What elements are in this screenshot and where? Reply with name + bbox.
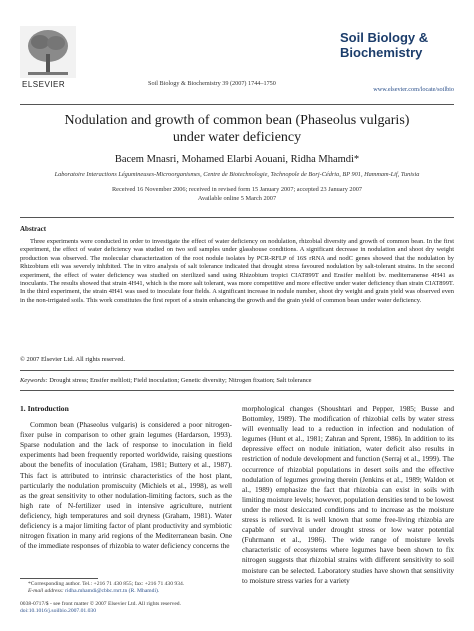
doi-link[interactable]: doi:10.1016/j.soilbio.2007.01.030	[20, 608, 96, 614]
online-date: Available online 5 March 2007	[197, 195, 277, 202]
section-heading-introduction: 1. Introduction	[20, 404, 69, 413]
journal-brand	[340, 30, 454, 60]
keywords-label: Keywords:	[20, 377, 48, 384]
intro-paragraph-right: morphological changes (Shoushtari and Pepper, 1985; Busse and Bottomley, 1989). The modification of rhizobial cells by water stress will eventually lead to a reduction in infection and nodulation of legumes (Hunt et al., 1981; Zahran and Sprent, 1986). In addition to its depressive effect on nodule initiation, water deficit also results in restriction of nodule development and function (Serraj et al., 1999). The occurrence of rhizobial populations in desert soils and the effective nodulation of legumes growing therein (Jenkins et al., 1989; Waldon et al., 1989) emphasize the fact that rhizobia can exist in soils with limiting moisture levels; however, population densities tend to be lowest under the most desiccated conditions and to increase as the moisture stress is relieved. It is well known that some free-living rhizobia are capable of survival under drought stress or low water potential (Fuhrmann et al., 1986). The wide range of moisture levels characteristic of ecosystems where legumes have been shown to fix nitrogen suggests that rhizobial strains with different sensitivity to soil moisture can be selected. Laboratory studies have shown that sensitivity to moisture stress varies for a variety	[242, 404, 454, 585]
footnote	[20, 581, 232, 595]
publisher-name: ELSEVIER	[22, 80, 66, 89]
journal-citation: Soil Biology & Biochemistry 39 (2007) 1744–1750	[148, 80, 276, 87]
abstract-copyright: © 2007 Elsevier Ltd. All rights reserved.	[20, 356, 126, 363]
abstract-top-divider	[20, 217, 454, 218]
abstract-text: Three experiments were conducted in order to investigate the effect of water deficiency on nodulation, rhizobial diversity and growth of common bean. In the first experiment, the effect of water deficiency was studied on two soil samples under glasshouse conditions. A significant decrease in nodulation and shoot dry weight production was observed. The molecular characterization of the root nodule isolates by PCR-RFLP of 16S rRNA and nodC genes showed that the nodulation by Rhizobium etli was severely inhibited. The in vitro analysis of salt tolerance indicated that drought stress favoured nodulation by salt-tolerant strains. In the second experiment, the effect of water deficiency was studied on sterilized sand using Rhizobium tropici CIAT899T and Ensifer meliloti bv. mediterranense 4H41 as inoculants. The results showed that strain 4H41, which is the more salt tolerant, was more competitive and more effective under water deficiency than strain CIAT899T. In the third experiment, the strain 4H41 was used to inoculate four fields. A significant increase in nodule number, shoot dry weight and grain yield was observed even in the non-irrigated soils. This work constitutes the first report of a strain enhancing the growth and the grain yield of common bean under water deficiency.	[20, 238, 454, 304]
issn-line: 0038-0717/$ - see front matter © 2007 Elsevier Ltd. All rights reserved.	[20, 601, 181, 607]
author-list: Bacem Mnasri, Mohamed Elarbi Aouani, Ridha Mhamdi*	[114, 154, 360, 165]
article-dates	[20, 185, 454, 203]
left-column	[20, 404, 232, 551]
email-line	[20, 588, 232, 595]
article-title	[20, 112, 454, 146]
affiliation: Laboratoire Interactions Légumineuses-Microorganismes, Centre de Biotechnologie, Technopole de Borj-Cédria, BP 901, Hammam-Lif, Tunisia	[54, 171, 420, 178]
received-dates: Received 16 November 2006; received in revised form 15 January 2007; accepted 23 January 2007	[111, 186, 363, 193]
footnote-divider	[20, 578, 98, 579]
front-matter	[20, 601, 232, 615]
keywords	[20, 377, 454, 384]
intro-paragraph-left: Common bean (Phaseolus vulgaris) is considered a poor nitrogen-fixer pulse in comparison to other grain legumes (Hardarson, 1993). Sparse nodulation and the lack of response to inoculation in field experiments had been frequently reported worldwide, raising questions about the benefits of inoculation (Graham, 1981; Buttery et al., 1987). This fact is attributed to intrinsic characteristics of the host plant, particularly the nodulation promiscuity (Michiels et al., 1998), as well as the great sensitivity to other nodulation-limiting factors, such as the high rate of N-fertilizer used in intensive agriculture, nutrient deficiency, high temperatures and soil dryness (Graham, 1981). Water deficiency is a major limiting factor of plant productivity and symbiotic nitrogen fixation in many arid regions of the Mediterranean basin. One of the immediate responses of rhizobia to water deficiency concerns the	[20, 420, 232, 551]
elsevier-tree-logo	[20, 26, 76, 78]
right-column	[242, 404, 454, 586]
journal-header	[20, 26, 454, 106]
corresponding-author: *Corresponding author. Tel.: +216 71 430 855; fax: +216 71 430 934.	[28, 581, 185, 587]
abstract-heading: Abstract	[20, 225, 47, 233]
keywords-list: Drought stress; Ensifer meliloti; Field inoculation; Genetic diversity; Nitrogen fixation; Salt tolerance	[49, 377, 312, 384]
journal-name-line1: Soil Biology &	[340, 30, 429, 45]
journal-url-link[interactable]: www.elsevier.com/locate/soilbio	[373, 86, 454, 93]
abstract-bottom-divider	[20, 390, 454, 391]
title-line2: under water deficiency	[172, 130, 302, 145]
header-divider	[20, 104, 454, 105]
email-label: E-mail address:	[28, 588, 64, 594]
title-line1: Nodulation and growth of common bean (Phaseolus vulgaris)	[64, 113, 410, 128]
journal-name-line2: Biochemistry	[340, 45, 423, 60]
email-link[interactable]: ridha.mhamdi@cbbc.rnrt.tn (R. Mhamdi).	[65, 588, 160, 594]
abstract-mid-divider	[20, 370, 454, 371]
